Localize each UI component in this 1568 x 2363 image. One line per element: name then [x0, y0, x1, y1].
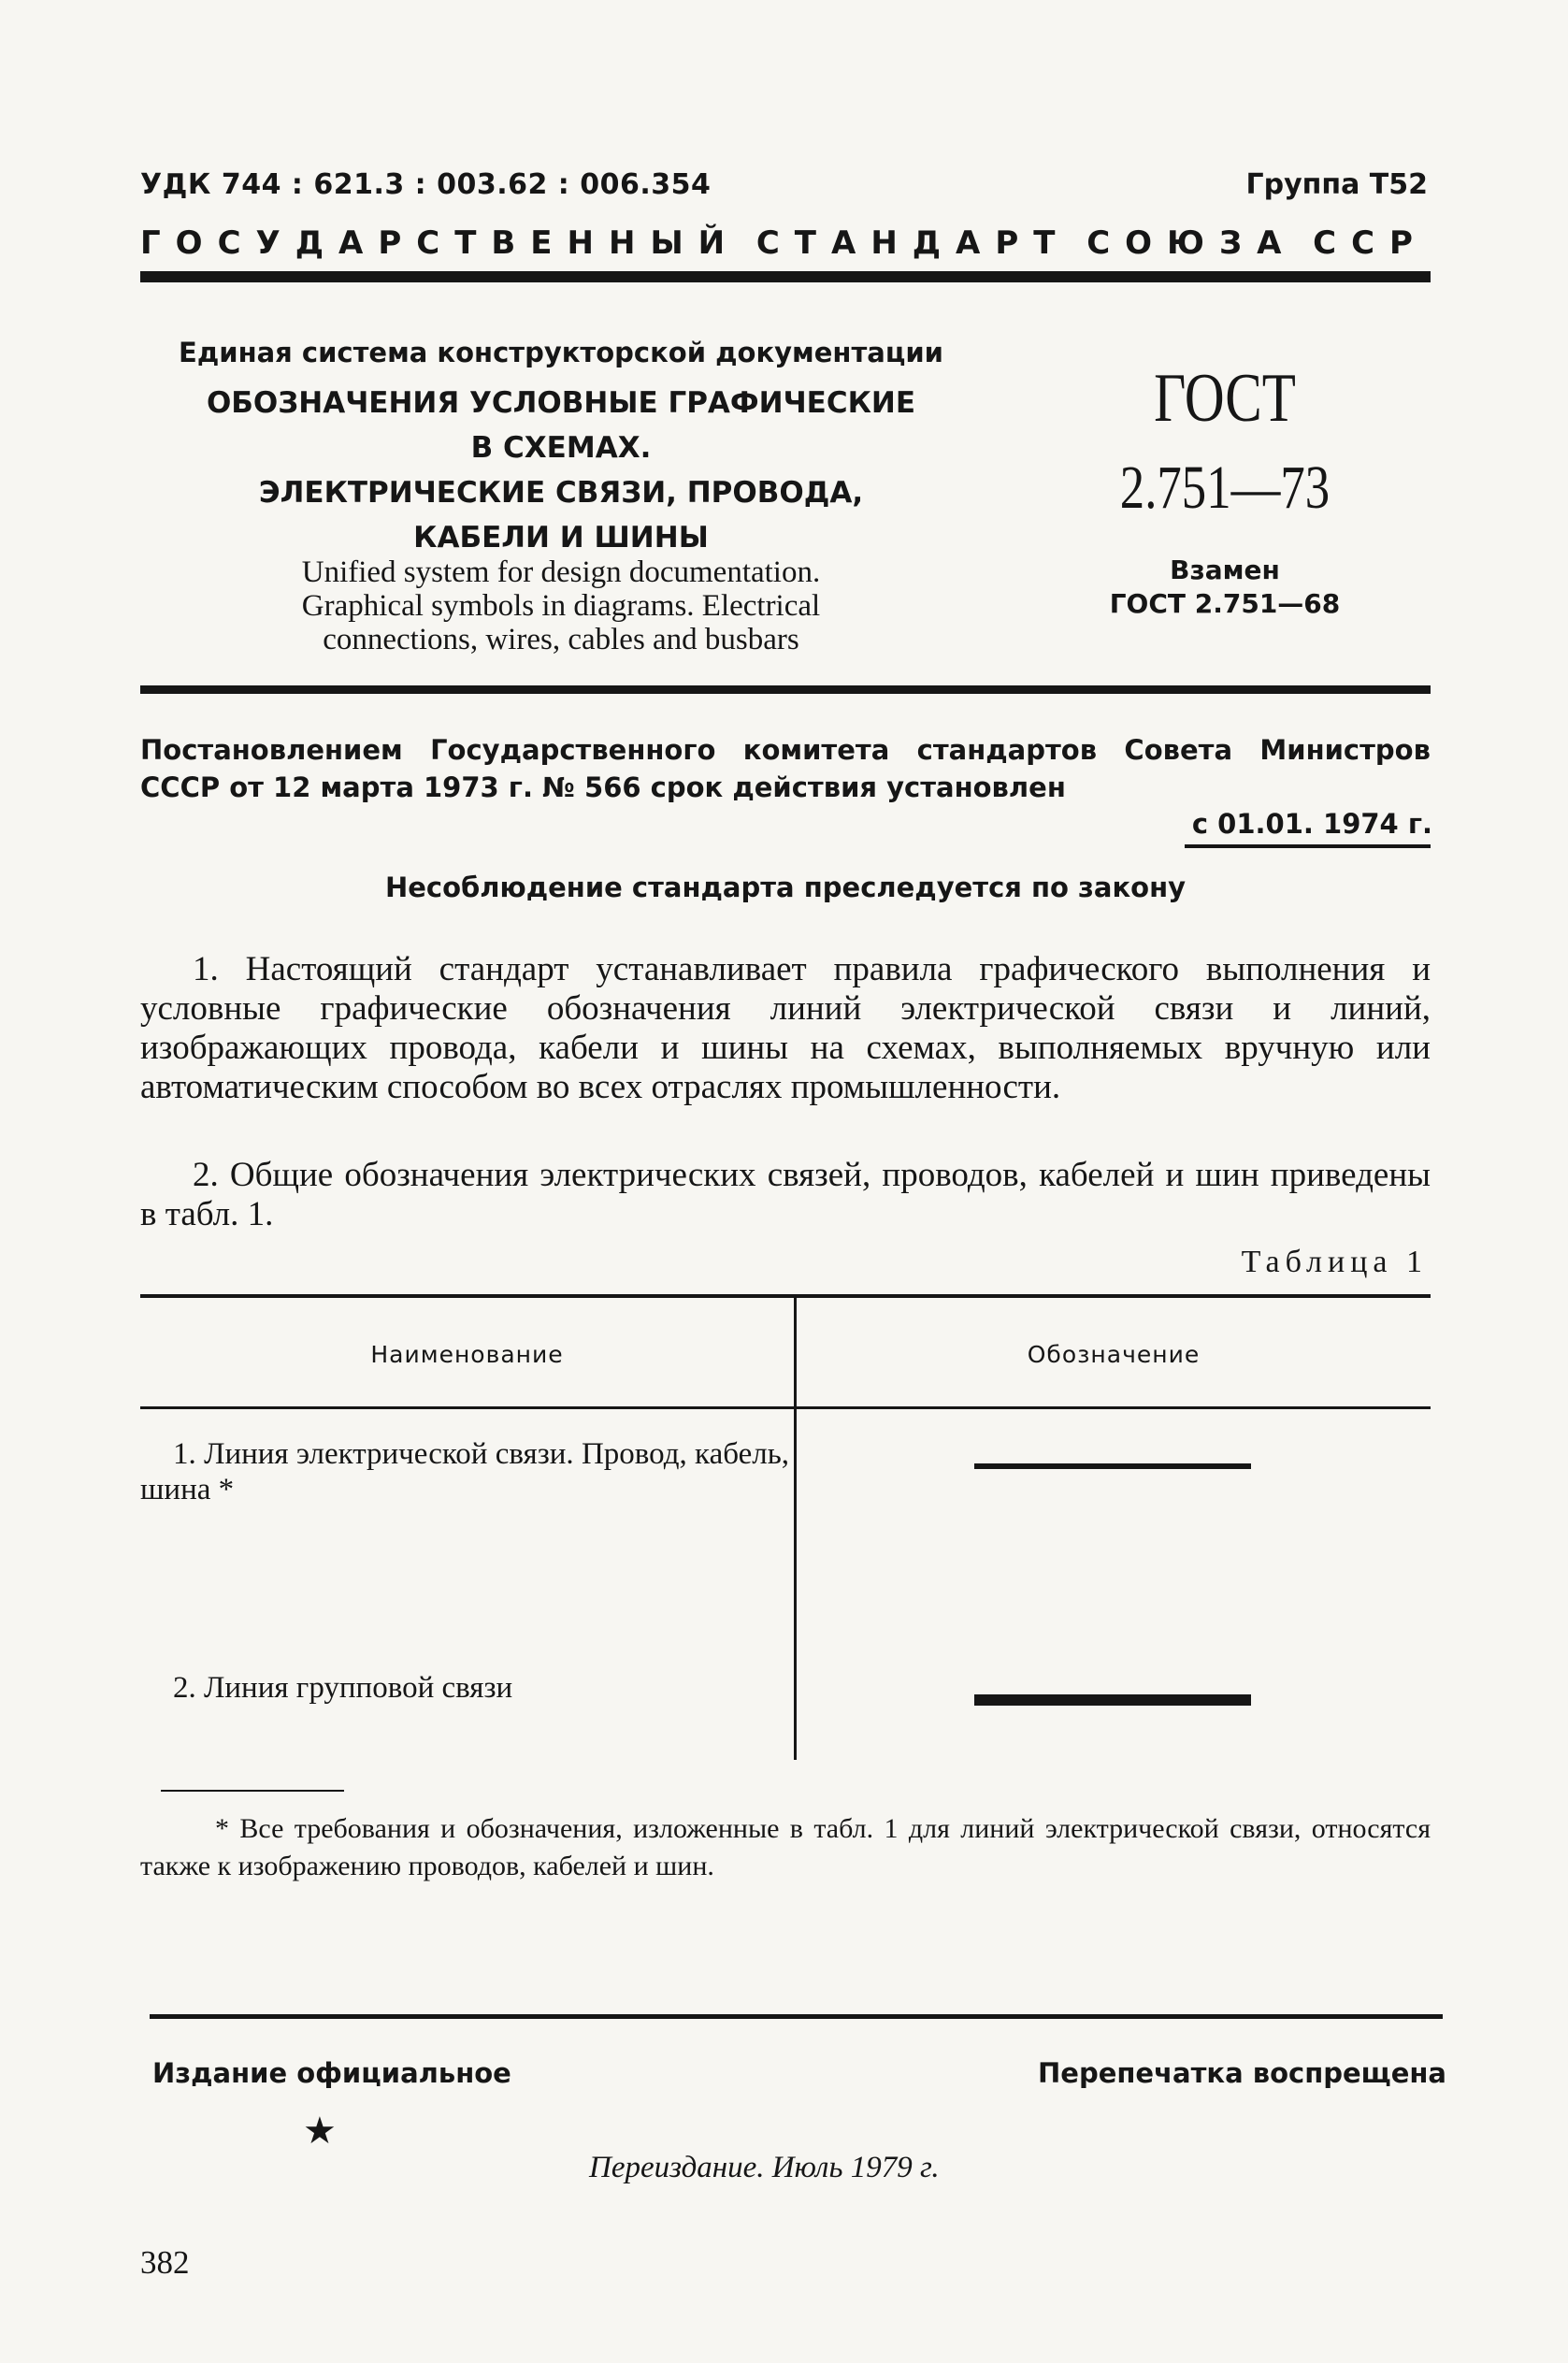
legal-warning: Несоблюдение стандарта преследуется по закону	[384, 872, 1187, 903]
footnote-separator	[161, 1790, 344, 1792]
effective-date: с 01.01. 1974 г.	[1191, 808, 1432, 840]
decree-word: Совета	[1124, 734, 1233, 766]
thick-line-symbol	[974, 1694, 1251, 1706]
banner-word: ССР	[1313, 224, 1428, 262]
paragraph-2	[140, 1156, 1431, 1234]
row-2-name: 2. Линия групповой связи	[173, 1671, 513, 1705]
official-edition: Издание официальное	[152, 2057, 511, 2089]
udk-code: УДК 744 : 621.3 : 003.62 : 006.354	[140, 168, 712, 201]
replaces-standard: Взамен ГОСТ 2.751—68	[1109, 555, 1341, 619]
gost-number: 2.751—73	[1119, 454, 1331, 522]
banner-word: ГОСУДАРСТВЕННЫЙ	[140, 224, 741, 262]
system-name: Единая система конструкторской документации	[179, 337, 943, 368]
thin-line-symbol	[974, 1463, 1251, 1469]
title-russian: ОБОЗНАЧЕНИЯ УСЛОВНЫЕ ГРАФИЧЕСКИЕ В СХЕМАХ. ЭЛЕКТРИЧЕСКИЕ СВЯЗИ, ПРОВОДА, КАБЕЛИ И ШИНЫ	[206, 386, 916, 555]
row-1-name: 1. Линия электрической связи. Провод, кабель, шина *	[140, 1437, 789, 1506]
table-header-symbol: Обозначение	[1027, 1341, 1201, 1368]
title-english: Unified system for design documentation. Graphical symbols in diagrams. Electrical connections, wires, cables and busbars	[301, 555, 821, 656]
banner-word: СТАНДАРТ	[755, 224, 1071, 262]
state-standard-banner	[140, 224, 1428, 262]
footnote-text: * Все требования и обозначения, изложенные в табл. 1 для линий электрической связи, относятся также к изображению проводов, кабелей и шин.	[140, 1813, 1431, 1881]
title-bottom-rule	[140, 685, 1431, 694]
reissue-note: Переиздание. Июль 1979 г.	[589, 2151, 940, 2184]
banner-rule	[140, 271, 1431, 282]
table-row	[140, 1670, 789, 1706]
table-label: Таблица 1	[1241, 1245, 1428, 1279]
gost-label: ГОСТ	[1154, 360, 1296, 437]
decree-word: стандартов	[916, 734, 1098, 766]
group-code: Группа Т52	[1245, 168, 1428, 201]
decree-text	[140, 731, 1431, 806]
banner-word: СОЮЗА	[1086, 224, 1297, 262]
decree-word: комитета	[742, 734, 890, 766]
effective-date-underline	[1185, 844, 1431, 848]
decree-word: Постановлением	[140, 734, 403, 766]
footer-rule	[150, 2014, 1443, 2019]
paragraph-1	[140, 950, 1431, 1107]
table-top-rule	[140, 1294, 1431, 1298]
table-row	[140, 1436, 789, 1507]
no-reprint-notice: Перепечатка воспрещена	[1038, 2057, 1446, 2089]
decree-word: Государственного	[430, 734, 716, 766]
table-header-rule	[140, 1406, 1431, 1409]
decree-word: Министров	[1259, 734, 1431, 766]
footnote	[140, 1810, 1431, 1885]
paragraph-1-text: 1. Настоящий стандарт устанавливает правила графического выполнения и условные графические обозначения линий электрической связи и линий, изображающих провода, кабели и шины на схемах, выполняемых вручную или автоматическим способом во всех отраслях промышленности.	[140, 950, 1431, 1106]
star-icon: ★	[303, 2110, 337, 2152]
page-number: 382	[140, 2244, 190, 2281]
decree-line-2: СССР от 12 марта 1973 г. № 566 срок действия установлен	[140, 771, 1066, 803]
table-header-name: Наименование	[370, 1341, 564, 1368]
paragraph-2-text: 2. Общие обозначения электрических связей, проводов, кабелей и шин приведены в табл. 1.	[140, 1156, 1431, 1233]
